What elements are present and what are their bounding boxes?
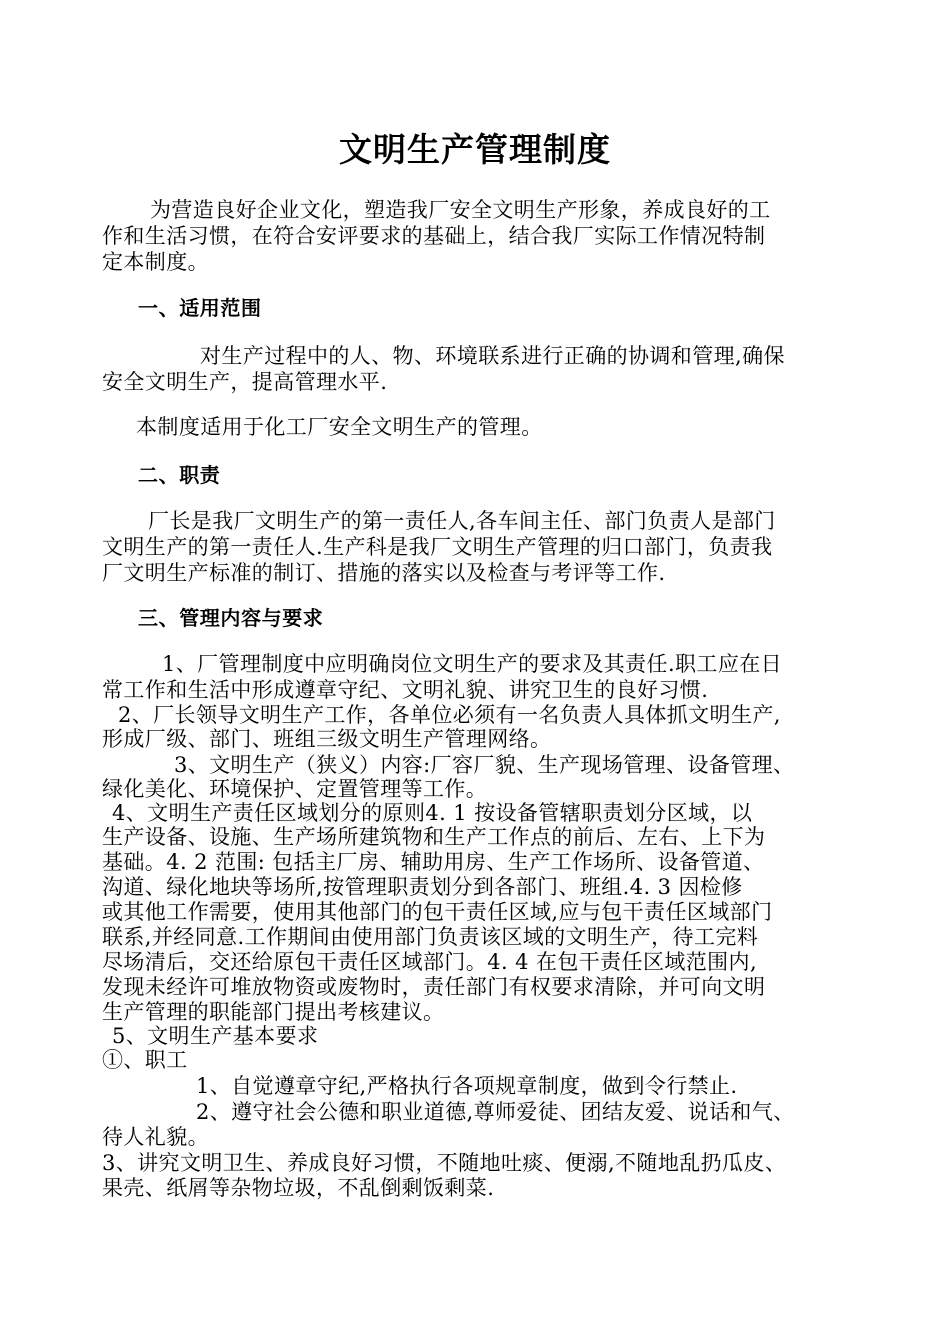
mgmt-line-19: 2、遵守社会公德和职业道德,尊师爱徒、团结友爱、说话和气、 (196, 1100, 795, 1124)
mgmt-line-12: 联系,并经同意.工作期间由使用部门负责该区域的文明生产，待工完料 (102, 925, 759, 949)
mgmt-line-8: 生产设备、设施、生产场所建筑物和生产工作点的前后、左右、上下为 (102, 825, 766, 849)
mgmt-line-7: 4、文明生产责任区域划分的原则4. 1 按设备管辖职责划分区域，以 (112, 801, 753, 825)
mgmt-line-4: 形成厂级、部门、班组三级文明生产管理网络。 (102, 727, 552, 751)
mgmt-line-18: 1、自觉遵章守纪,严格执行各项规章制度，做到令行禁止. (196, 1074, 738, 1098)
scope-para-2: 本制度适用于化工厂安全文明生产的管理。 (136, 415, 543, 439)
mgmt-line-21: 3、讲究文明卫生、养成良好习惯，不随地吐痰、便溺,不随地乱扔瓜皮、 (102, 1151, 787, 1175)
mgmt-line-20: 待人礼貌。 (102, 1125, 209, 1149)
duties-line-1: 厂长是我厂文明生产的第一责任人,各车间主任、部门负责人是部门 (148, 509, 776, 533)
section-heading-management: 三、管理内容与要求 (138, 606, 324, 630)
mgmt-line-9: 基础。4. 2 范围: 包括主厂房、辅助用房、生产工作场所、设备管道、 (102, 850, 765, 874)
mgmt-line-16: 5、文明生产基本要求 (112, 1024, 319, 1048)
document-title: 文明生产管理制度 (339, 130, 611, 169)
intro-line-3: 定本制度。 (102, 250, 209, 274)
mgmt-line-17: ①、职工 (102, 1048, 188, 1072)
mgmt-line-1: 1、厂管理制度中应明确岗位文明生产的要求及其责任.职工应在日 (162, 652, 783, 676)
mgmt-line-2: 常工作和生活中形成遵章守纪、文明礼貌、讲究卫生的良好习惯. (102, 678, 709, 702)
duties-line-3: 厂文明生产标准的制订、措施的落实以及检查与考评等工作. (102, 561, 666, 585)
mgmt-line-13: 尽场清后，交还给原包干责任区域部门。4. 4 在包干责任区域范围内, (102, 950, 758, 974)
mgmt-line-10: 沟道、绿化地块等场所,按管理职责划分到各部门、班组.4. 3 因检修 (102, 875, 743, 899)
mgmt-line-3: 2、厂长领导文明生产工作，各单位必须有一名负责人具体抓文明生产, (118, 703, 781, 727)
intro-line-1: 为营造良好企业文化，塑造我厂安全文明生产形象，养成良好的工 (150, 198, 771, 222)
section-heading-duties: 二、职责 (138, 463, 221, 487)
mgmt-line-11: 或其他工作需要，使用其他部门的包干责任区域,应与包干责任区域部门 (102, 900, 773, 924)
duties-line-2: 文明生产的第一责任人.生产科是我厂文明生产管理的归口部门，负责我 (102, 535, 773, 559)
intro-line-2: 作和生活习惯，在符合安评要求的基础上，结合我厂实际工作情况特制 (102, 224, 766, 248)
mgmt-line-15: 生产管理的职能部门提出考核建议。 (102, 1000, 445, 1024)
scope-para-line-2: 安全文明生产，提高管理水平. (102, 370, 388, 394)
mgmt-line-5: 3、文明生产（狭义）内容:厂容厂貌、生产现场管理、设备管理、 (174, 753, 795, 777)
mgmt-line-14: 发现未经许可堆放物资或废物时，责任部门有权要求清除，并可向文明 (102, 975, 766, 999)
mgmt-line-6: 绿化美化、环境保护、定置管理等工作。 (102, 777, 488, 801)
scope-para-line-1: 对生产过程中的人、物、环境联系进行正确的协调和管理,确保 (200, 344, 785, 368)
section-heading-scope: 一、适用范围 (138, 296, 262, 320)
mgmt-line-22: 果壳、纸屑等杂物垃圾，不乱倒剩饭剩菜. (102, 1176, 495, 1200)
